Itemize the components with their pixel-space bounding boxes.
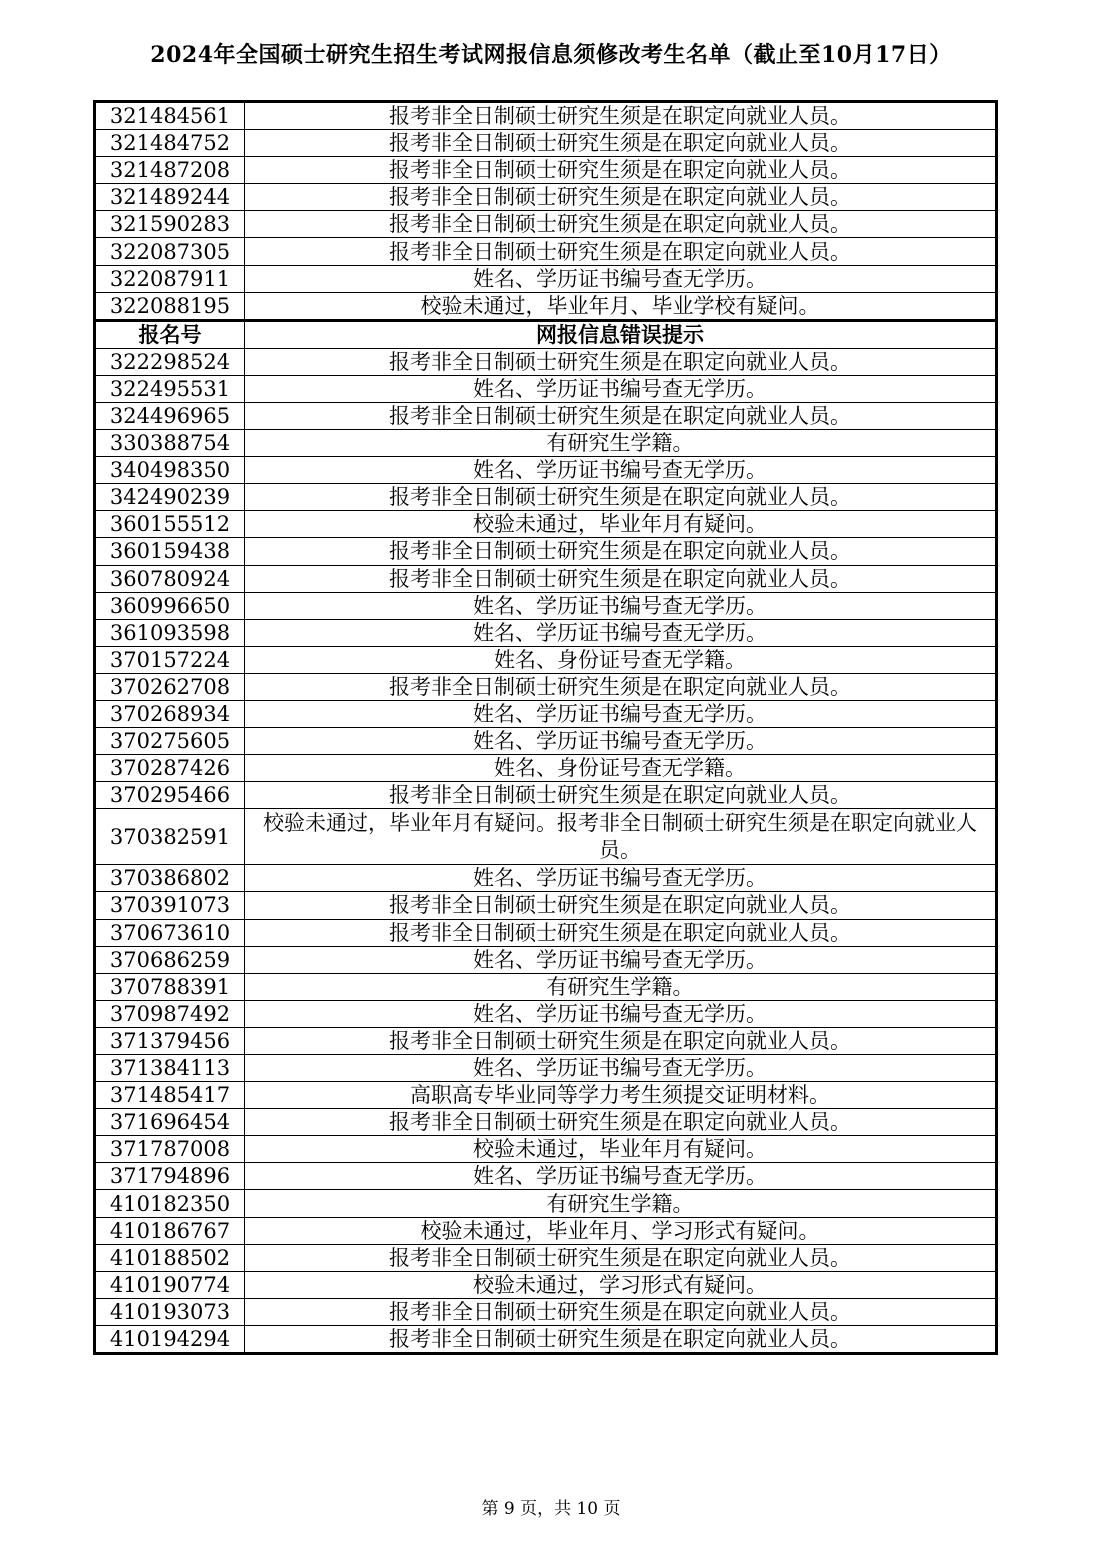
error-message-cell: 报考非全日制硕士研究生须是在职定向就业人员。 [245,1298,997,1325]
table-row [95,755,997,782]
table-row [95,375,997,402]
registration-number-cell: 371787008 [95,1136,245,1163]
registration-number-cell: 370275605 [95,728,245,755]
registration-number-cell: 322087911 [95,265,245,292]
error-message-cell: 报考非全日制硕士研究生须是在职定向就业人员。 [245,565,997,592]
registration-number-cell: 321489244 [95,184,245,211]
table-row [95,238,997,265]
registration-number-cell: 360155512 [95,511,245,538]
error-message-cell: 校验未通过，毕业年月、毕业学校有疑问。 [245,292,997,320]
table-row [95,1163,997,1190]
error-message-cell: 姓名、学历证书编号查无学历。 [245,1055,997,1082]
header-id-cell: 报名号 [95,320,245,348]
error-message-cell: 姓名、学历证书编号查无学历。 [245,375,997,402]
error-message-cell: 校验未通过，毕业年月有疑问。 [245,511,997,538]
registration-number-cell: 410188502 [95,1244,245,1271]
table-row [95,1298,997,1325]
error-message-cell: 报考非全日制硕士研究生须是在职定向就业人员。 [245,782,997,809]
table-row [95,809,997,865]
table-row [95,565,997,592]
table-row [95,538,997,565]
table-row [95,430,997,457]
error-message-cell: 校验未通过，学习形式有疑问。 [245,1271,997,1298]
error-message-cell: 报考非全日制硕士研究生须是在职定向就业人员。 [245,1109,997,1136]
registration-number-cell: 410194294 [95,1325,245,1353]
table-row [95,946,997,973]
error-message-cell: 姓名、学历证书编号查无学历。 [245,728,997,755]
error-message-cell: 校验未通过，毕业年月有疑问。报考非全日制硕士研究生须是在职定向就业人员。 [245,809,997,865]
error-message-cell: 姓名、学历证书编号查无学历。 [245,592,997,619]
table-row [95,1217,997,1244]
registration-number-cell: 370788391 [95,973,245,1000]
table-row [95,619,997,646]
table-row [95,157,997,184]
error-message-cell: 有研究生学籍。 [245,1190,997,1217]
error-message-cell: 报考非全日制硕士研究生须是在职定向就业人员。 [245,1244,997,1271]
header-msg-cell: 网报信息错误提示 [245,320,997,348]
error-message-cell: 报考非全日制硕士研究生须是在职定向就业人员。 [245,102,997,130]
error-message-cell: 姓名、身份证号查无学籍。 [245,646,997,673]
registration-number-cell: 370673610 [95,919,245,946]
table-row [95,646,997,673]
registration-number-cell: 370268934 [95,700,245,727]
table-row [95,892,997,919]
header-row [95,320,997,348]
error-message-cell: 报考非全日制硕士研究生须是在职定向就业人员。 [245,484,997,511]
table-row [95,511,997,538]
table-row [95,865,997,892]
table-row [95,457,997,484]
table-row [95,402,997,429]
table-body [95,102,997,1354]
table-row [95,1000,997,1027]
registration-number-cell: 342490239 [95,484,245,511]
registration-number-cell: 410193073 [95,1298,245,1325]
registration-number-cell: 322298524 [95,348,245,375]
error-message-cell: 报考非全日制硕士研究生须是在职定向就业人员。 [245,157,997,184]
error-message-cell: 报考非全日制硕士研究生须是在职定向就业人员。 [245,402,997,429]
table-row [95,592,997,619]
error-message-cell: 报考非全日制硕士研究生须是在职定向就业人员。 [245,238,997,265]
candidate-table [93,100,998,1355]
table-row [95,265,997,292]
registration-number-cell: 410186767 [95,1217,245,1244]
registration-number-cell: 340498350 [95,457,245,484]
error-message-cell: 报考非全日制硕士研究生须是在职定向就业人员。 [245,538,997,565]
registration-number-cell: 370382591 [95,809,245,865]
error-message-cell: 报考非全日制硕士研究生须是在职定向就业人员。 [245,211,997,238]
registration-number-cell: 322495531 [95,375,245,402]
registration-number-cell: 324496965 [95,402,245,429]
error-message-cell: 报考非全日制硕士研究生须是在职定向就业人员。 [245,892,997,919]
registration-number-cell: 360996650 [95,592,245,619]
registration-number-cell: 370287426 [95,755,245,782]
registration-number-cell: 371794896 [95,1163,245,1190]
error-message-cell: 姓名、学历证书编号查无学历。 [245,1000,997,1027]
error-message-cell: 姓名、学历证书编号查无学历。 [245,946,997,973]
registration-number-cell: 322087305 [95,238,245,265]
table-row [95,1082,997,1109]
table-row [95,1109,997,1136]
table-row [95,700,997,727]
error-message-cell: 报考非全日制硕士研究生须是在职定向就业人员。 [245,1325,997,1353]
registration-number-cell: 410182350 [95,1190,245,1217]
error-message-cell: 报考非全日制硕士研究生须是在职定向就业人员。 [245,184,997,211]
table-row [95,1325,997,1353]
table-row [95,782,997,809]
registration-number-cell: 370386802 [95,865,245,892]
registration-number-cell: 370157224 [95,646,245,673]
registration-number-cell: 360159438 [95,538,245,565]
registration-number-cell: 370686259 [95,946,245,973]
table-row [95,673,997,700]
page-number: 第 9 页，共 10 页 [481,1499,621,1519]
table-row [95,184,997,211]
registration-number-cell: 360780924 [95,565,245,592]
table-row [95,1136,997,1163]
table-row [95,292,997,320]
registration-number-cell: 330388754 [95,430,245,457]
registration-number-cell: 321484752 [95,130,245,157]
registration-number-cell: 371384113 [95,1055,245,1082]
page-title: 2024年全国硕士研究生招生考试网报信息须修改考生名单（截止至10月17日） [150,42,952,68]
error-message-cell: 校验未通过，毕业年月有疑问。 [245,1136,997,1163]
registration-number-cell: 370391073 [95,892,245,919]
registration-number-cell: 321590283 [95,211,245,238]
table-row [95,1190,997,1217]
error-message-cell: 校验未通过，毕业年月、学习形式有疑问。 [245,1217,997,1244]
table-row [95,728,997,755]
error-message-cell: 有研究生学籍。 [245,430,997,457]
error-message-cell: 姓名、学历证书编号查无学历。 [245,865,997,892]
error-message-cell: 姓名、学历证书编号查无学历。 [245,619,997,646]
registration-number-cell: 371696454 [95,1109,245,1136]
error-message-cell: 报考非全日制硕士研究生须是在职定向就业人员。 [245,348,997,375]
table-row [95,130,997,157]
table-row [95,348,997,375]
error-message-cell: 姓名、学历证书编号查无学历。 [245,700,997,727]
registration-number-cell: 371485417 [95,1082,245,1109]
table-row [95,1055,997,1082]
registration-number-cell: 410190774 [95,1271,245,1298]
table-row [95,1244,997,1271]
registration-number-cell: 370262708 [95,673,245,700]
registration-number-cell: 322088195 [95,292,245,320]
error-message-cell: 姓名、身份证号查无学籍。 [245,755,997,782]
table-row [95,484,997,511]
registration-number-cell: 321487208 [95,157,245,184]
registration-number-cell: 361093598 [95,619,245,646]
table-row [95,1027,997,1054]
error-message-cell: 姓名、学历证书编号查无学历。 [245,1163,997,1190]
error-message-cell: 报考非全日制硕士研究生须是在职定向就业人员。 [245,1027,997,1054]
table-row [95,919,997,946]
error-message-cell: 报考非全日制硕士研究生须是在职定向就业人员。 [245,919,997,946]
table-row [95,102,997,130]
error-message-cell: 姓名、学历证书编号查无学历。 [245,457,997,484]
registration-number-cell: 370987492 [95,1000,245,1027]
table-row [95,973,997,1000]
error-message-cell: 姓名、学历证书编号查无学历。 [245,265,997,292]
table-row [95,1271,997,1298]
error-message-cell: 高职高专毕业同等学力考生须提交证明材料。 [245,1082,997,1109]
registration-number-cell: 370295466 [95,782,245,809]
table-row [95,211,997,238]
registration-number-cell: 371379456 [95,1027,245,1054]
error-message-cell: 报考非全日制硕士研究生须是在职定向就业人员。 [245,673,997,700]
registration-number-cell: 321484561 [95,102,245,130]
error-message-cell: 报考非全日制硕士研究生须是在职定向就业人员。 [245,130,997,157]
error-message-cell: 有研究生学籍。 [245,973,997,1000]
